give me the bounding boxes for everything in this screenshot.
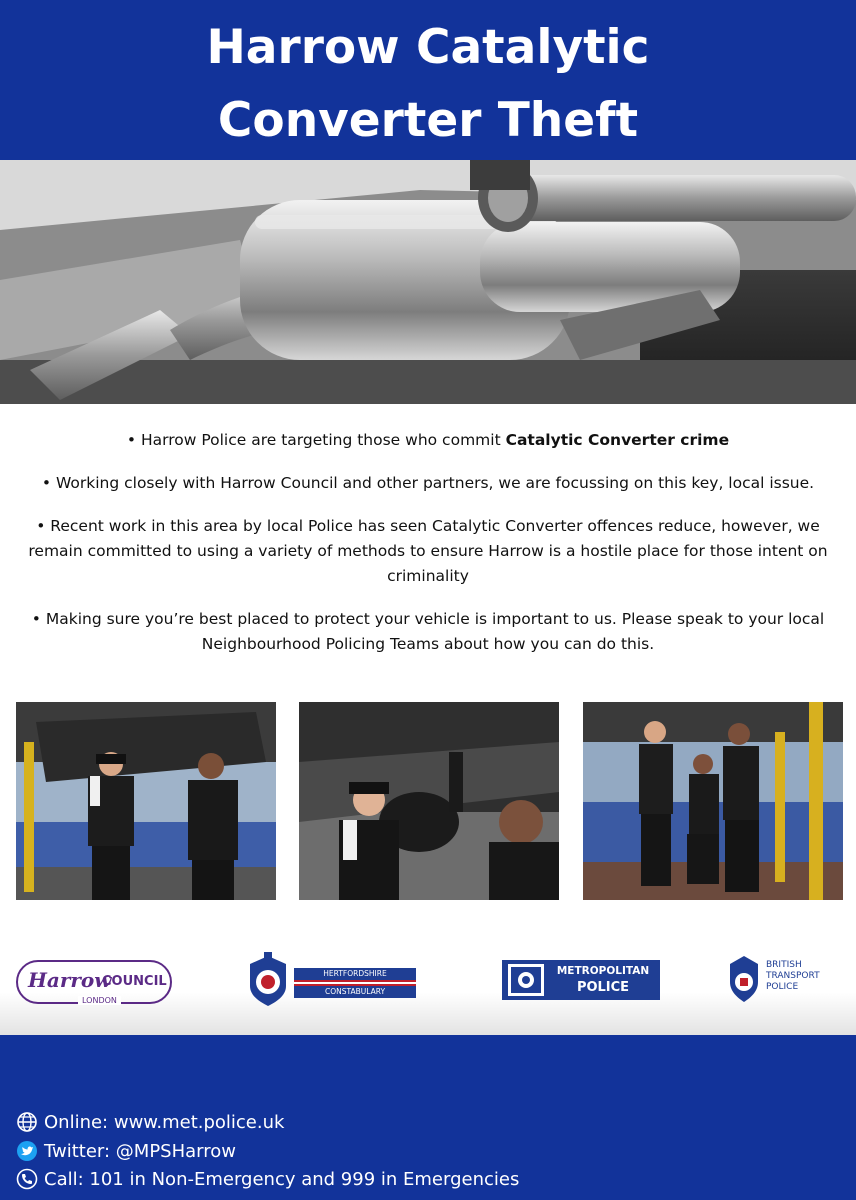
contact-footer	[0, 1035, 856, 1200]
btp-logo-line1: BRITISH	[766, 960, 802, 970]
title-line-2: Converter Theft	[217, 92, 639, 148]
btp-crest-icon	[726, 954, 762, 1004]
officers-under-car-photo-1	[16, 702, 276, 900]
twitter-bird-icon	[16, 1140, 38, 1162]
bullet-targeting-bold: Catalytic Converter crime	[505, 431, 730, 449]
herts-logo-line2: CONSTABULARY	[294, 984, 416, 998]
partner-logos	[0, 940, 856, 1035]
garage-scene-2	[299, 702, 559, 900]
btp-logo-line3: POLICE	[766, 982, 799, 992]
herts-logo-line1: HERTFORDSHIRE	[294, 968, 416, 982]
metropolitan-police-logo	[502, 960, 660, 1000]
bullet-targeting-text: • Harrow Police are targeting those who commit	[126, 431, 506, 449]
catalytic-converter-photo	[0, 160, 856, 404]
garage-scene-3	[583, 702, 843, 900]
title-banner	[0, 0, 856, 160]
harrow-logo-name: Harrow	[28, 968, 112, 992]
poster-title	[0, 0, 856, 158]
contact-online-text[interactable]: Online: www.met.police.uk	[44, 1111, 285, 1133]
hertfordshire-constabulary-logo	[244, 952, 419, 1008]
harrow-logo-london: LONDON	[78, 996, 121, 1005]
garage-scene-1	[16, 702, 276, 900]
phone-icon	[16, 1168, 38, 1190]
contact-phone[interactable]	[16, 1168, 519, 1190]
harrow-council-logo	[16, 960, 172, 1004]
title-line-1: Harrow Catalytic	[206, 20, 650, 75]
contact-phone-text[interactable]: Call: 101 in Non-Emergency and 999 in Emergencies	[44, 1168, 520, 1190]
bullet-recent-work: • Recent work in this area by local Police has seen Catalytic Converter offences reduce, however, we remain committed to using a variety of methods to ensure Harrow is a hostile place for those intent on criminality	[28, 517, 828, 585]
herts-crest-icon	[244, 952, 292, 1008]
british-transport-police-logo	[726, 954, 836, 1008]
contact-twitter-text[interactable]: Twitter: @MPSHarrow	[44, 1140, 236, 1162]
met-logo-line2: POLICE	[576, 980, 630, 995]
met-crest-icon	[508, 964, 544, 996]
contact-online[interactable]	[16, 1111, 284, 1133]
met-logo-line1: METROPOLITAN	[556, 965, 650, 977]
bullet-partners: • Working closely with Harrow Council and other partners, we are focussing on this key, local issue.	[41, 474, 815, 492]
information-text	[0, 428, 856, 675]
bullet-targeting	[18, 428, 838, 453]
officers-under-car-photo-2	[299, 702, 559, 900]
btp-logo-line2: TRANSPORT	[766, 971, 820, 981]
harrow-logo-council: COUNCIL	[102, 974, 167, 989]
bullet-protect-vehicle: • Making sure you’re best placed to protect your vehicle is important to us. Please speak to your local Neighbourhood Policing Teams about how you can do this.	[31, 610, 825, 653]
exhaust-illustration	[0, 160, 856, 404]
contact-twitter[interactable]	[16, 1140, 236, 1162]
officers-under-car-photo-3	[583, 702, 843, 900]
globe-icon	[16, 1111, 38, 1133]
